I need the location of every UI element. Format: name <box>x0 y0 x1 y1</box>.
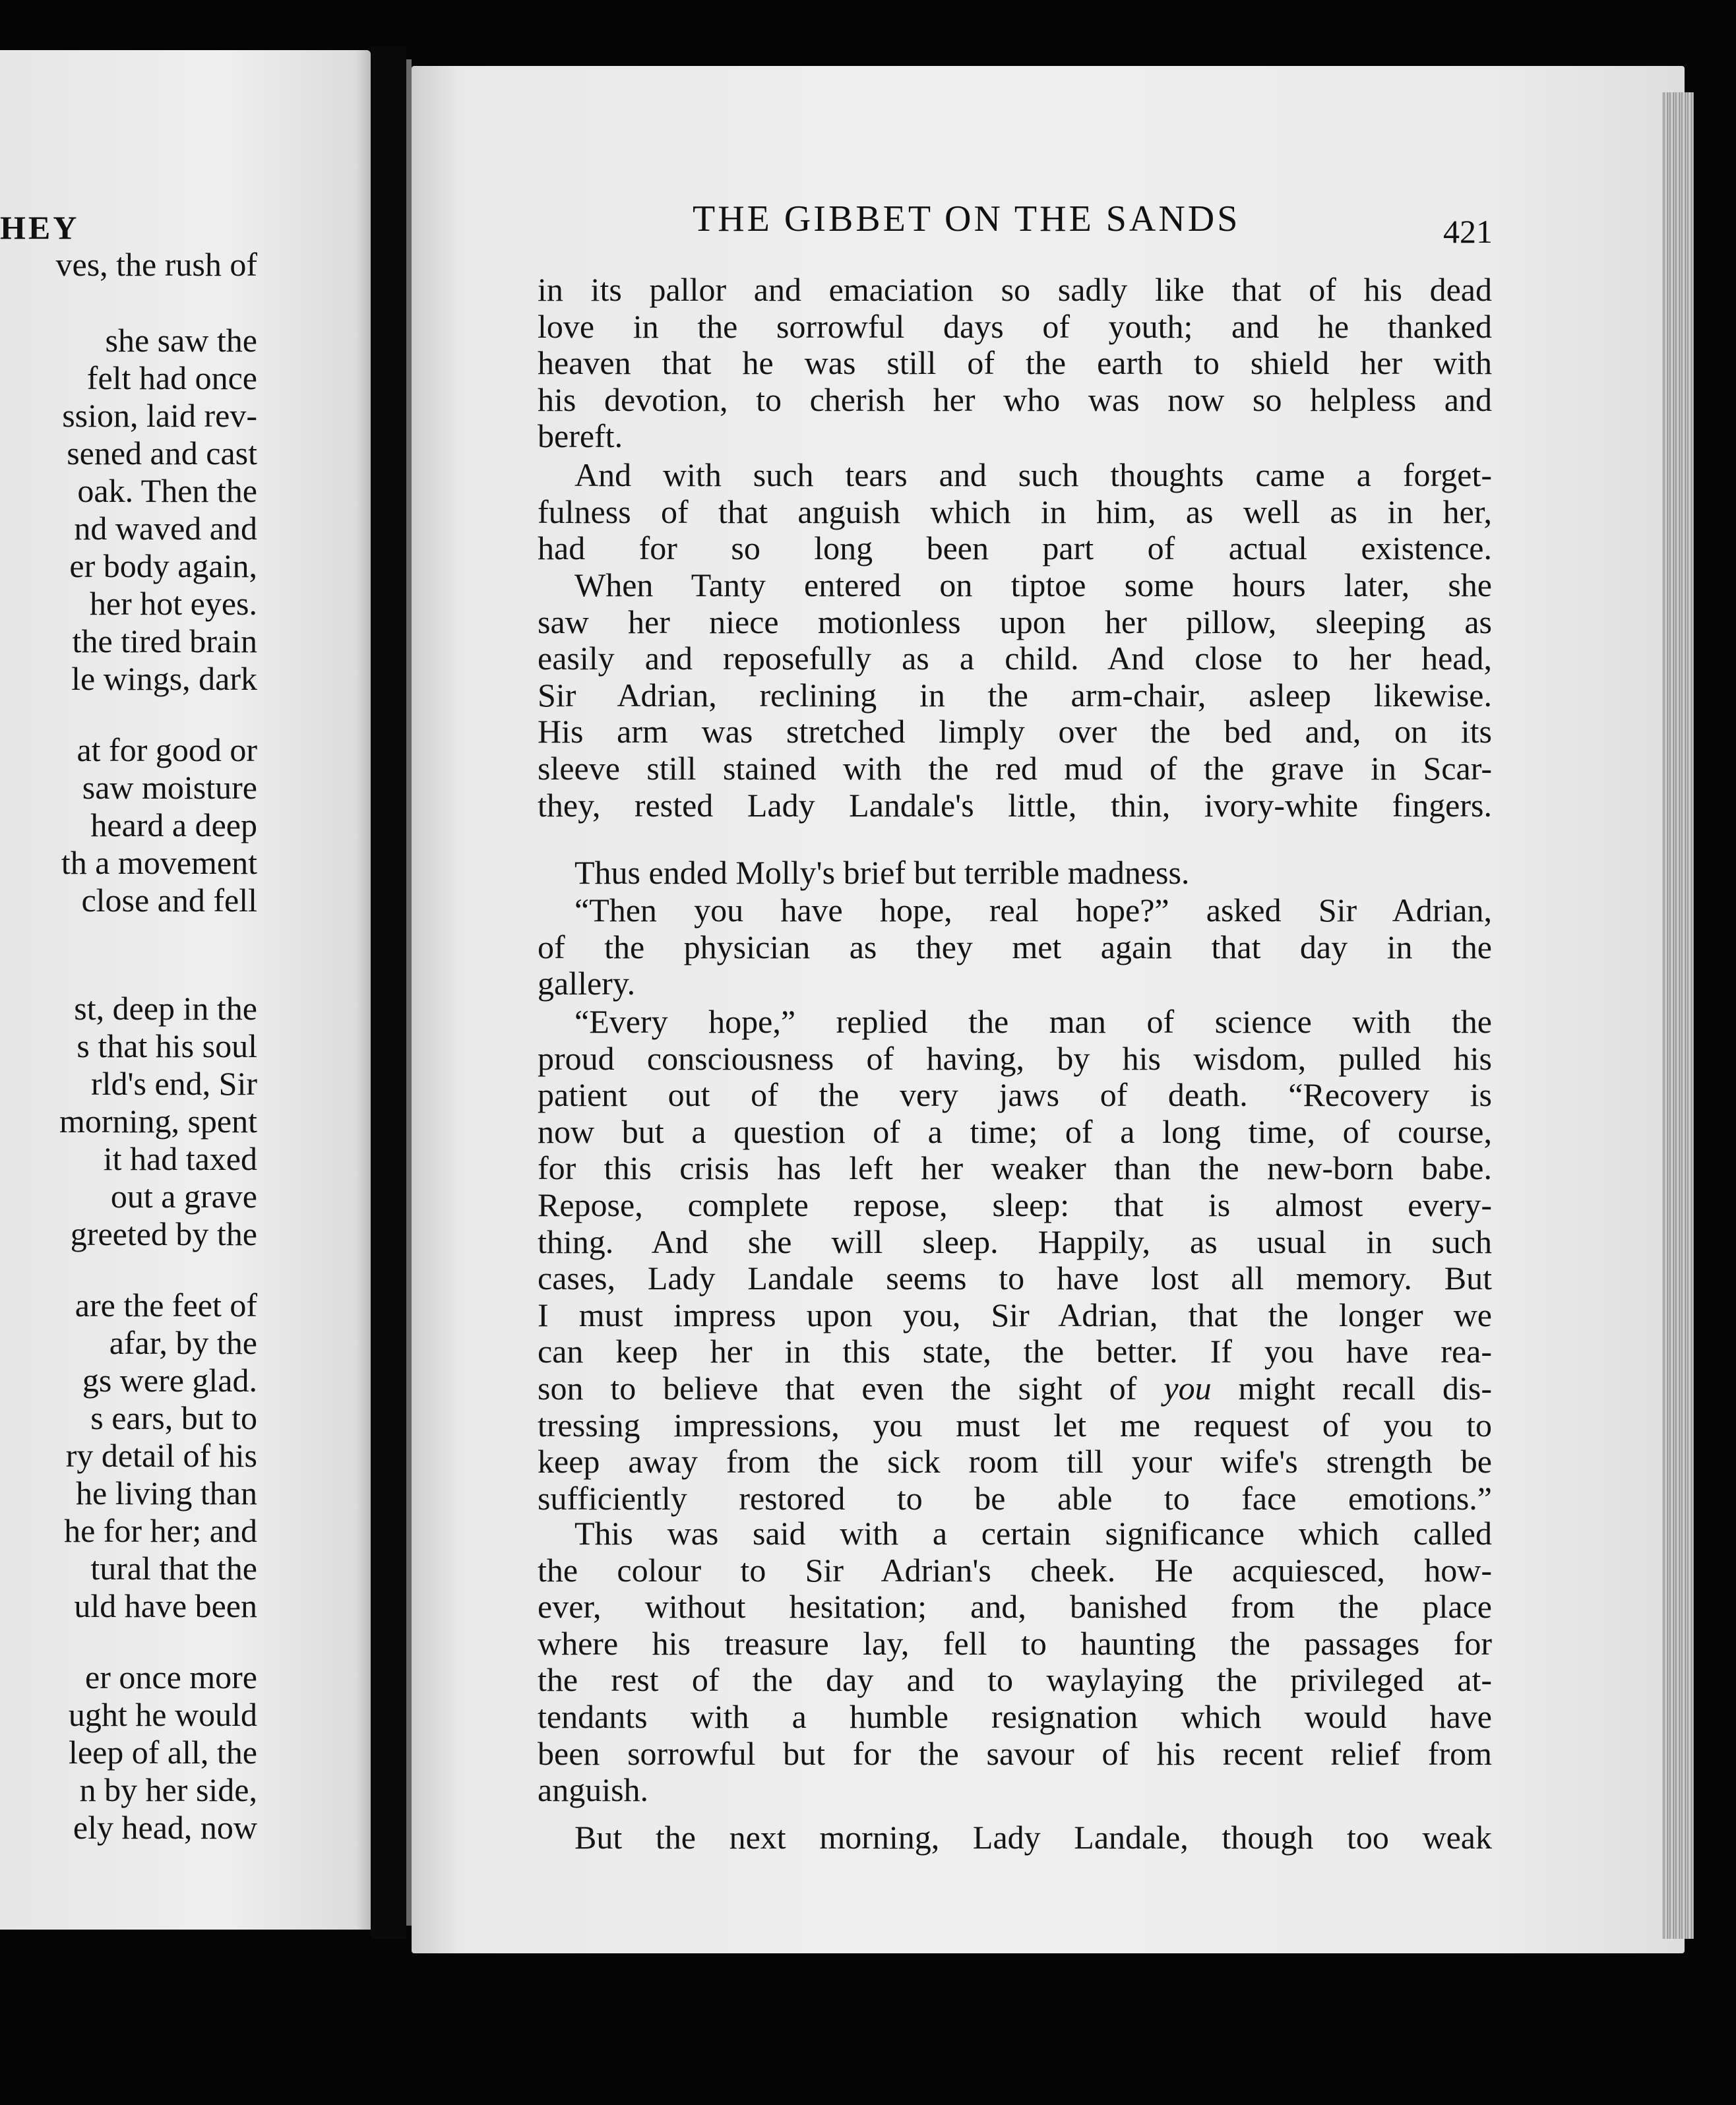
text-line: “Then you have hope, real hope?” asked Sir Adrian, <box>574 892 1492 929</box>
text-line: for this crisis has left her weaker than the new-born babe. <box>538 1149 1492 1187</box>
text-line: But the next morning, Lady Landale, though too weak <box>574 1819 1492 1856</box>
text-line: heaven that he was still of the earth to shield her with <box>538 344 1492 382</box>
text-line: the rest of the day and to waylaying the privileged at- <box>538 1661 1492 1699</box>
gutter-edge <box>406 59 412 1926</box>
text-line: proud consciousness of having, by his wisdom, pulled his <box>538 1039 1492 1077</box>
left-text-line: she saw the <box>105 322 257 359</box>
text-line: “Every hope,” replied the man of science with the <box>574 1003 1492 1040</box>
text-line: can keep her in this state, the better. If you have rea- <box>538 1333 1492 1370</box>
text-line: thing. And she will sleep. Happily, as usual in such <box>538 1223 1492 1260</box>
left-text-line: ely head, now <box>73 1809 257 1846</box>
left-text-line: ry detail of his <box>65 1437 257 1474</box>
page-number: 421 <box>1443 213 1493 250</box>
text-line: been sorrowful but for the savour of his recent relief from <box>538 1734 1492 1772</box>
text-line: This was said with a certain significance which called <box>574 1515 1492 1552</box>
text-line: gallery. <box>538 965 636 1002</box>
text-line: I must impress upon you, Sir Adrian, that the longer we <box>538 1296 1492 1333</box>
book-gutter <box>371 46 406 1939</box>
text-line: And with such tears and such thoughts came a forget- <box>574 456 1492 493</box>
left-text-line: are the feet of <box>75 1287 257 1324</box>
text-line: fulness of that anguish which in him, as well as in her, <box>538 493 1492 530</box>
text-line: Thus ended Molly's brief but terrible madness. <box>574 854 1190 891</box>
left-text-line: tural that the <box>90 1550 257 1587</box>
text-line: tressing impressions, you must let me request of you to <box>538 1406 1492 1444</box>
left-text-line: heard a deep <box>90 807 257 843</box>
left-text-line: st, deep in the <box>74 990 257 1027</box>
left-text-line: er once more <box>85 1659 257 1695</box>
text-line: son to believe that even the sight of you might recall dis- <box>538 1370 1493 1407</box>
left-text-line: nd waved and <box>74 510 257 547</box>
left-text-line: le wings, dark <box>71 660 257 697</box>
text-line: his devotion, to cherish her who was now so helpless and <box>538 381 1492 418</box>
left-text-line: sened and cast <box>67 435 257 472</box>
left-text-line: leep of all, the <box>69 1734 257 1771</box>
text-line: saw her niece motionless upon her pillow, sleeping as <box>538 603 1492 640</box>
text-line: sleeve still stained with the red mud of the grave in Scar- <box>538 750 1492 787</box>
left-text-line: ves, the rush of <box>55 246 257 283</box>
text-line: bereft. <box>538 417 623 455</box>
text-line: where his treasure lay, fell to haunting the passages for <box>538 1624 1492 1662</box>
text-line: ever, without hesitation; and, banished from the place <box>538 1588 1492 1626</box>
left-text-line: he for her; and <box>64 1512 257 1549</box>
left-text-line: her hot eyes. <box>89 585 257 622</box>
text-line: keep away from the sick room till your wife's strength be <box>538 1443 1492 1480</box>
text-line: When Tanty entered on tiptoe some hours later, she <box>574 566 1492 603</box>
text-line: sufficiently restored to be able to face emotions.” <box>538 1479 1492 1517</box>
text-line: easily and reposefully as a child. And close to her head, <box>538 640 1492 677</box>
text-line: of the physician as they met again that day in the <box>538 928 1492 965</box>
text-line: anguish. <box>538 1771 649 1809</box>
text-line: Repose, complete repose, sleep: that is almost every- <box>538 1186 1492 1223</box>
text-line: tendants with a humble resignation which would have <box>538 1698 1492 1735</box>
left-text-line: he living than <box>76 1475 257 1511</box>
left-text-line: ssion, laid rev- <box>62 397 257 434</box>
left-text-line: close and fell <box>81 882 257 919</box>
text-line: had for so long been part of actual existence. <box>538 530 1492 567</box>
left-text-line: out a grave <box>110 1178 257 1215</box>
left-text-line: greeted by the <box>70 1215 257 1252</box>
left-facing-page <box>0 50 371 1930</box>
left-text-line: er body again, <box>69 547 257 584</box>
text-line: now but a question of a time; of a long time, of course, <box>538 1113 1492 1150</box>
left-text-line: it had taxed <box>103 1140 257 1177</box>
text-line: Sir Adrian, reclining in the arm-chair, asleep likewise. <box>538 676 1492 714</box>
page-edges <box>1662 92 1694 1939</box>
text-line: patient out of the very jaws of death. “Recovery is <box>538 1076 1492 1114</box>
text-line: they, rested Lady Landale's little, thin, ivory-white fingers. <box>538 786 1492 824</box>
running-head: THE GIBBET ON THE SANDS <box>693 198 1241 239</box>
text-line: in its pallor and emaciation so sadly like that of his dead <box>538 271 1492 308</box>
left-text-line: th a movement <box>61 844 257 881</box>
left-text-line: saw moisture <box>82 769 257 806</box>
left-text-line: the tired brain <box>72 623 257 659</box>
left-text-line: morning, spent <box>59 1103 257 1140</box>
left-text-line: ught he would <box>68 1696 257 1733</box>
left-text-line: felt had once <box>86 359 257 396</box>
left-text-line: rld's end, Sir <box>90 1065 257 1102</box>
left-page-running-head: HEY <box>0 209 80 246</box>
text-line: love in the sorrowful days of youth; and he thanked <box>538 307 1492 345</box>
text-line: cases, Lady Landale seems to have lost all memory. But <box>538 1260 1492 1297</box>
text-line: the colour to Sir Adrian's cheek. He acquiesced, how- <box>538 1551 1492 1589</box>
left-text-line: s that his soul <box>77 1027 257 1064</box>
left-text-line: afar, by the <box>109 1324 257 1361</box>
left-text-line: at for good or <box>77 731 257 768</box>
left-text-line: uld have been <box>74 1587 257 1624</box>
left-text-line: oak. Then the <box>77 472 257 509</box>
left-text-line: n by her side, <box>79 1771 257 1808</box>
left-text-line: gs were glad. <box>82 1362 257 1399</box>
italic-word: you <box>1163 1370 1212 1407</box>
left-text-line: s ears, but to <box>90 1399 257 1436</box>
text-line: His arm was stretched limply over the bed and, on its <box>538 713 1492 750</box>
